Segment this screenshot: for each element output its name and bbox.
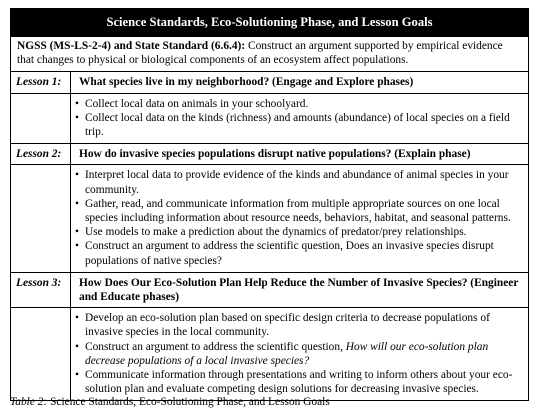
standards-table-container [10,8,528,401]
blank-cell [11,308,71,401]
goal-item: • Construct an argument to address the scientific question, Does an invasive species disrupt populations of native species? [75,239,520,267]
goal-list [75,168,520,267]
lesson-question: What species live in my neighborhood? (Engage and Explore phases) [71,72,529,93]
table-title: Science Standards, Eco-Solutioning Phase, and Lesson Goals [11,9,529,37]
blank-cell [11,93,71,144]
caption-label: Table 2: [10,396,48,408]
lesson-goals [71,93,529,144]
lesson-goals [71,308,529,401]
goal-item: • Interpret local data to provide evidence of the kinds and abundance of animal species in your community. [75,168,520,196]
lesson-goals [71,165,529,272]
lesson-row [11,72,529,93]
lesson-question: How do invasive species populations disrupt native populations? (Explain phase) [71,144,529,165]
caption-text: Science Standards, Eco-Solutioning Phase, and Lesson Goals [47,396,330,408]
table-caption [10,396,330,408]
standard-cell [11,37,529,72]
table-title-row [11,9,529,37]
goal-item: • Gather, read, and communicate information from multiple appropriate sources on one local species including information about resource needs, behaviors, habitat, and seasonal patterns. [75,197,520,225]
goal-list [75,97,520,140]
lesson-row [11,144,529,165]
goal-prefix: Construct an argument to address the scientific question, [85,340,346,353]
standard-row [11,37,529,72]
goal-item [75,340,520,368]
goal-item: • Collect local data on animals in your schoolyard. [75,97,520,111]
lesson-label: Lesson 1: [11,72,71,93]
goal-item: • Use models to make a prediction about the dynamics of predator/prey relationships. [75,225,520,239]
lesson-label: Lesson 2: [11,144,71,165]
lesson-goals-row [11,308,529,401]
goal-list [75,311,520,396]
blank-cell [11,165,71,272]
lesson-question: How Does Our Eco-Solution Plan Help Reduce the Number of Invasive Species? (Engineer and Educate phases) [71,272,529,307]
goal-italic-question: How will our eco-solution plan decrease populations of a local invasive species? [85,340,489,367]
standard-code: NGSS (MS-LS-2-4) and State Standard (6.6.4): [17,40,246,52]
standards-table [10,8,529,401]
goal-item: • Develop an eco-solution plan based on specific design criteria to decrease populations of invasive species in the local community. [75,311,520,339]
lesson-label: Lesson 3: [11,272,71,307]
lesson-goals-row [11,165,529,272]
standard-description: Construct an argument supported by empirical evidence that changes to physical or biological components of an ecosystem affect populations. [17,40,503,67]
lesson-goals-row [11,93,529,144]
goal-item: • Communicate information through presentations and writing to inform others about your eco-solution plan and evaluate competing design solutions for decreasing invasive species. [75,368,520,396]
lesson-row [11,272,529,307]
goal-item: • Collect local data on the kinds (richness) and amounts (abundance) of local species on a field trip. [75,111,520,139]
